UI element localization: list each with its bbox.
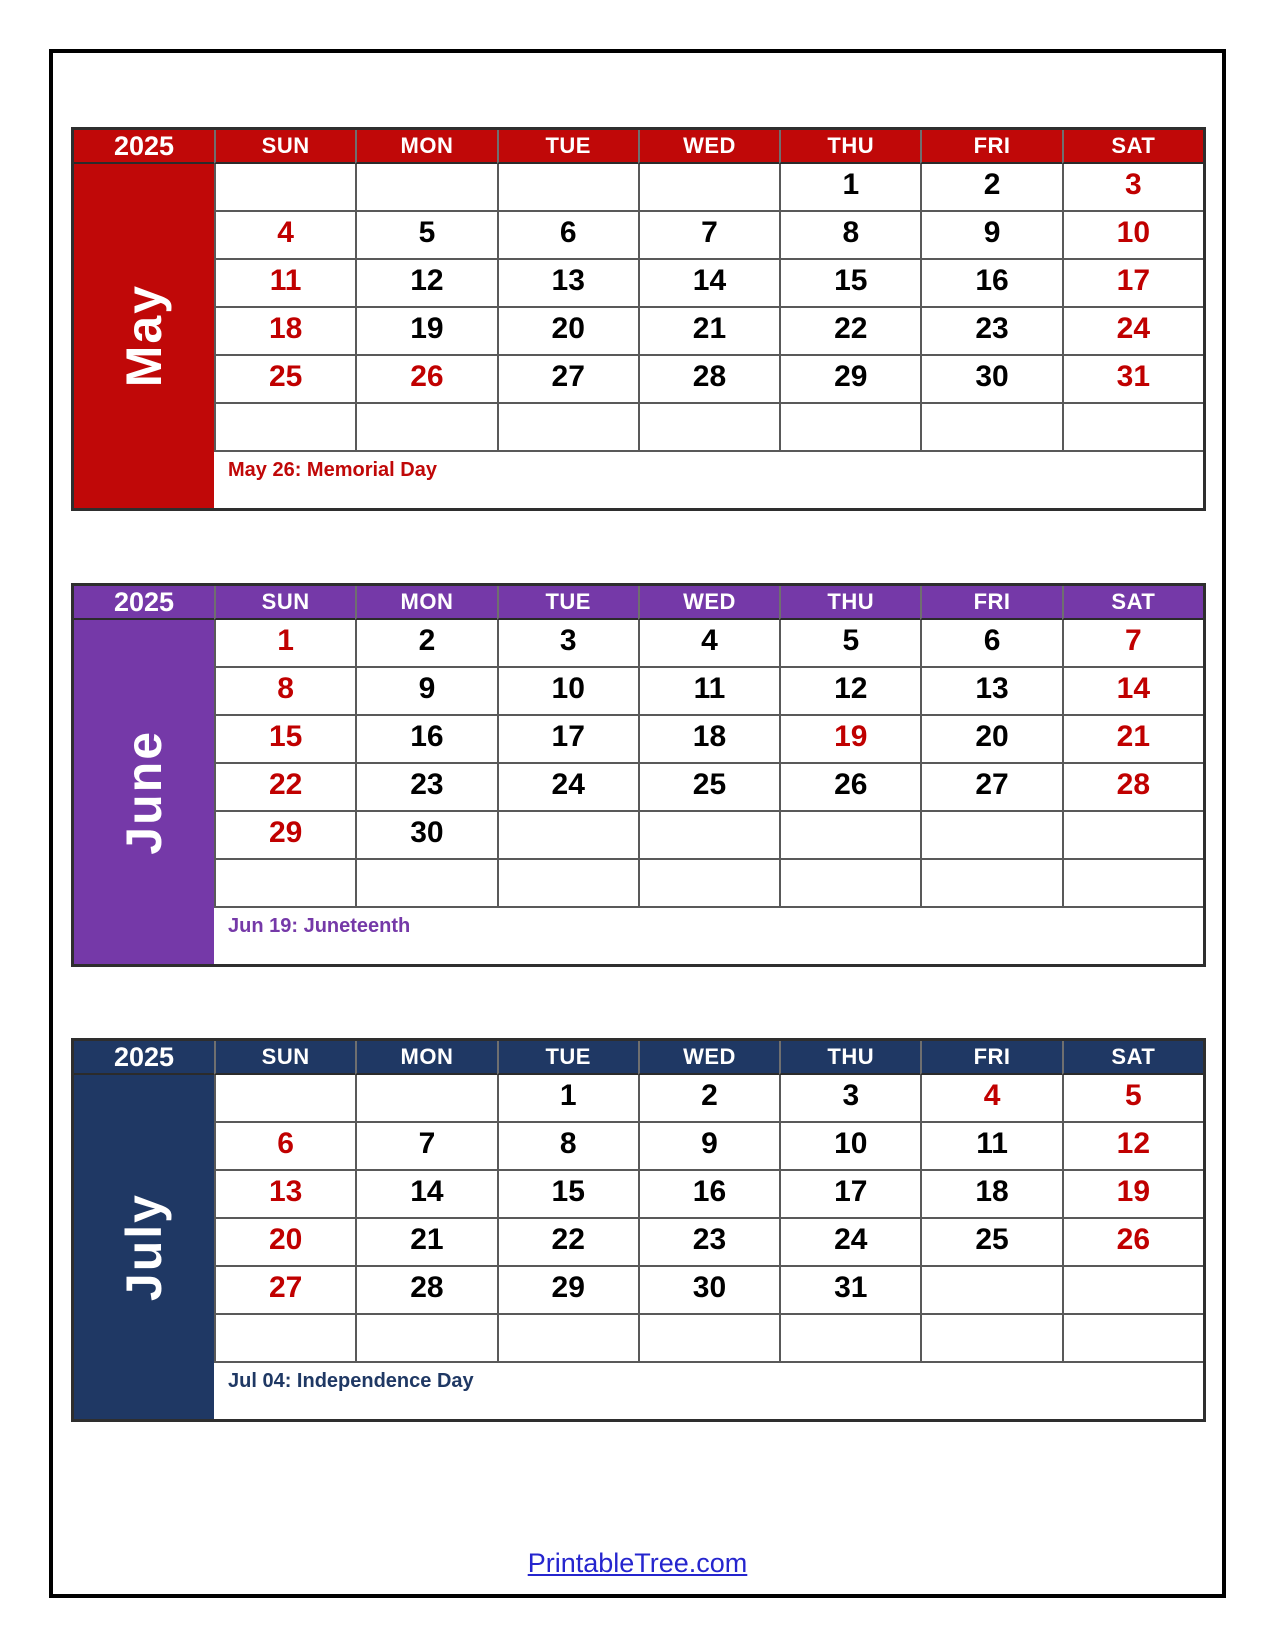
date-cell: 18 <box>214 308 355 356</box>
date-cell: 23 <box>638 1219 779 1267</box>
date-cell: 1 <box>779 164 920 212</box>
date-cell: 1 <box>214 620 355 668</box>
date-cell: 20 <box>920 716 1061 764</box>
date-cell: 8 <box>214 668 355 716</box>
weekday-header: SAT <box>1062 1041 1203 1075</box>
date-cell: 3 <box>497 620 638 668</box>
date-cell: 18 <box>638 716 779 764</box>
date-cell: 3 <box>779 1075 920 1123</box>
empty-date-cell <box>920 1315 1061 1363</box>
weekday-header: SAT <box>1062 586 1203 620</box>
date-cell: 30 <box>638 1267 779 1315</box>
date-cell: 9 <box>355 668 496 716</box>
empty-date-cell <box>638 164 779 212</box>
weekday-header: WED <box>638 586 779 620</box>
date-cell: 11 <box>638 668 779 716</box>
year-label: 2025 <box>74 130 214 164</box>
date-cell: 24 <box>497 764 638 812</box>
date-cell: 5 <box>1062 1075 1203 1123</box>
date-cell: 11 <box>920 1123 1061 1171</box>
empty-date-cell <box>497 860 638 908</box>
date-cell: 4 <box>214 212 355 260</box>
empty-date-cell <box>497 1315 638 1363</box>
date-cell: 21 <box>355 1219 496 1267</box>
date-cell: 5 <box>355 212 496 260</box>
date-cell: 21 <box>1062 716 1203 764</box>
date-cell: 14 <box>355 1171 496 1219</box>
date-cell: 6 <box>497 212 638 260</box>
date-cell: 31 <box>779 1267 920 1315</box>
empty-date-cell <box>779 812 920 860</box>
date-cell: 25 <box>214 356 355 404</box>
weekday-header: TUE <box>497 1041 638 1075</box>
empty-date-cell <box>497 812 638 860</box>
date-cell: 7 <box>638 212 779 260</box>
weekday-header: FRI <box>920 586 1061 620</box>
holiday-note: Jul 04: Independence Day <box>214 1363 1203 1419</box>
date-cell: 31 <box>1062 356 1203 404</box>
date-cell: 17 <box>779 1171 920 1219</box>
date-cell: 4 <box>920 1075 1061 1123</box>
date-cell: 23 <box>920 308 1061 356</box>
month-name-label: July <box>116 1192 172 1302</box>
weekday-header: SAT <box>1062 130 1203 164</box>
holiday-note: Jun 19: Juneteenth <box>214 908 1203 964</box>
date-cell: 16 <box>920 260 1061 308</box>
date-cell: 29 <box>779 356 920 404</box>
weekday-header: MON <box>355 586 496 620</box>
month-band <box>74 620 214 964</box>
empty-date-cell <box>638 860 779 908</box>
empty-date-cell <box>1062 1315 1203 1363</box>
weekday-header: SUN <box>214 130 355 164</box>
empty-date-cell <box>920 404 1061 452</box>
weekday-header: SUN <box>214 586 355 620</box>
weekday-header: THU <box>779 586 920 620</box>
date-cell: 27 <box>920 764 1061 812</box>
date-cell: 28 <box>355 1267 496 1315</box>
weekday-header: SUN <box>214 1041 355 1075</box>
empty-date-cell <box>214 860 355 908</box>
date-cell: 7 <box>1062 620 1203 668</box>
date-cell: 2 <box>638 1075 779 1123</box>
date-cell: 10 <box>497 668 638 716</box>
date-cell: 12 <box>779 668 920 716</box>
empty-date-cell <box>779 860 920 908</box>
date-cell: 7 <box>355 1123 496 1171</box>
empty-date-cell <box>497 164 638 212</box>
empty-date-cell <box>355 164 496 212</box>
date-cell: 9 <box>638 1123 779 1171</box>
date-cell: 10 <box>1062 212 1203 260</box>
empty-date-cell <box>1062 860 1203 908</box>
empty-date-cell <box>355 1315 496 1363</box>
date-cell: 3 <box>1062 164 1203 212</box>
year-label: 2025 <box>74 586 214 620</box>
date-cell: 17 <box>497 716 638 764</box>
date-cell: 25 <box>638 764 779 812</box>
date-cell: 12 <box>355 260 496 308</box>
date-cell: 4 <box>638 620 779 668</box>
empty-date-cell <box>214 404 355 452</box>
empty-date-cell <box>638 404 779 452</box>
date-cell: 8 <box>497 1123 638 1171</box>
empty-date-cell <box>779 1315 920 1363</box>
date-cell: 19 <box>1062 1171 1203 1219</box>
date-cell: 18 <box>920 1171 1061 1219</box>
date-cell: 14 <box>638 260 779 308</box>
date-cell: 15 <box>497 1171 638 1219</box>
month-band <box>74 164 214 508</box>
date-cell: 30 <box>355 812 496 860</box>
holiday-note: May 26: Memorial Day <box>214 452 1203 508</box>
empty-date-cell <box>355 860 496 908</box>
empty-date-cell <box>920 1267 1061 1315</box>
empty-date-cell <box>355 1075 496 1123</box>
weekday-header: THU <box>779 1041 920 1075</box>
date-cell: 1 <box>497 1075 638 1123</box>
date-cell: 15 <box>214 716 355 764</box>
date-cell: 27 <box>214 1267 355 1315</box>
weekday-header: FRI <box>920 1041 1061 1075</box>
empty-date-cell <box>638 1315 779 1363</box>
date-cell: 24 <box>779 1219 920 1267</box>
date-cell: 14 <box>1062 668 1203 716</box>
date-cell: 21 <box>638 308 779 356</box>
date-cell: 15 <box>779 260 920 308</box>
date-cell: 20 <box>214 1219 355 1267</box>
weekday-header: WED <box>638 130 779 164</box>
date-cell: 27 <box>497 356 638 404</box>
calendar-month-june <box>71 583 1206 967</box>
date-cell: 5 <box>779 620 920 668</box>
date-cell: 29 <box>497 1267 638 1315</box>
weekday-header: FRI <box>920 130 1061 164</box>
date-cell: 13 <box>920 668 1061 716</box>
date-cell: 22 <box>497 1219 638 1267</box>
empty-date-cell <box>214 1315 355 1363</box>
weekday-header: MON <box>355 130 496 164</box>
date-cell: 24 <box>1062 308 1203 356</box>
weekday-header: MON <box>355 1041 496 1075</box>
month-name-label: June <box>116 729 172 855</box>
date-cell: 13 <box>214 1171 355 1219</box>
empty-date-cell <box>638 812 779 860</box>
date-cell: 26 <box>355 356 496 404</box>
date-cell: 22 <box>214 764 355 812</box>
date-cell: 10 <box>779 1123 920 1171</box>
weekday-header: TUE <box>497 130 638 164</box>
date-cell: 2 <box>920 164 1061 212</box>
date-cell: 6 <box>920 620 1061 668</box>
weekday-header: TUE <box>497 586 638 620</box>
empty-date-cell <box>214 1075 355 1123</box>
weekday-header: THU <box>779 130 920 164</box>
month-band <box>74 1075 214 1419</box>
calendar-month-july <box>71 1038 1206 1422</box>
date-cell: 26 <box>1062 1219 1203 1267</box>
date-cell: 16 <box>638 1171 779 1219</box>
empty-date-cell <box>1062 1267 1203 1315</box>
empty-date-cell <box>1062 404 1203 452</box>
empty-date-cell <box>214 164 355 212</box>
empty-date-cell <box>920 812 1061 860</box>
date-cell: 16 <box>355 716 496 764</box>
weekday-header: WED <box>638 1041 779 1075</box>
date-cell: 9 <box>920 212 1061 260</box>
year-label: 2025 <box>74 1041 214 1075</box>
date-cell: 11 <box>214 260 355 308</box>
date-cell: 29 <box>214 812 355 860</box>
calendar-month-may <box>71 127 1206 511</box>
date-cell: 28 <box>638 356 779 404</box>
date-cell: 19 <box>779 716 920 764</box>
date-cell: 12 <box>1062 1123 1203 1171</box>
date-cell: 23 <box>355 764 496 812</box>
date-cell: 22 <box>779 308 920 356</box>
date-cell: 26 <box>779 764 920 812</box>
date-cell: 6 <box>214 1123 355 1171</box>
date-cell: 25 <box>920 1219 1061 1267</box>
footer-link[interactable]: PrintableTree.com <box>527 1548 748 1578</box>
month-name-label: May <box>116 284 172 388</box>
date-cell: 20 <box>497 308 638 356</box>
date-cell: 2 <box>355 620 496 668</box>
date-cell: 30 <box>920 356 1061 404</box>
footer <box>0 1548 1275 1579</box>
date-cell: 28 <box>1062 764 1203 812</box>
empty-date-cell <box>779 404 920 452</box>
date-cell: 13 <box>497 260 638 308</box>
date-cell: 17 <box>1062 260 1203 308</box>
empty-date-cell <box>1062 812 1203 860</box>
empty-date-cell <box>497 404 638 452</box>
date-cell: 8 <box>779 212 920 260</box>
date-cell: 19 <box>355 308 496 356</box>
empty-date-cell <box>920 860 1061 908</box>
empty-date-cell <box>355 404 496 452</box>
